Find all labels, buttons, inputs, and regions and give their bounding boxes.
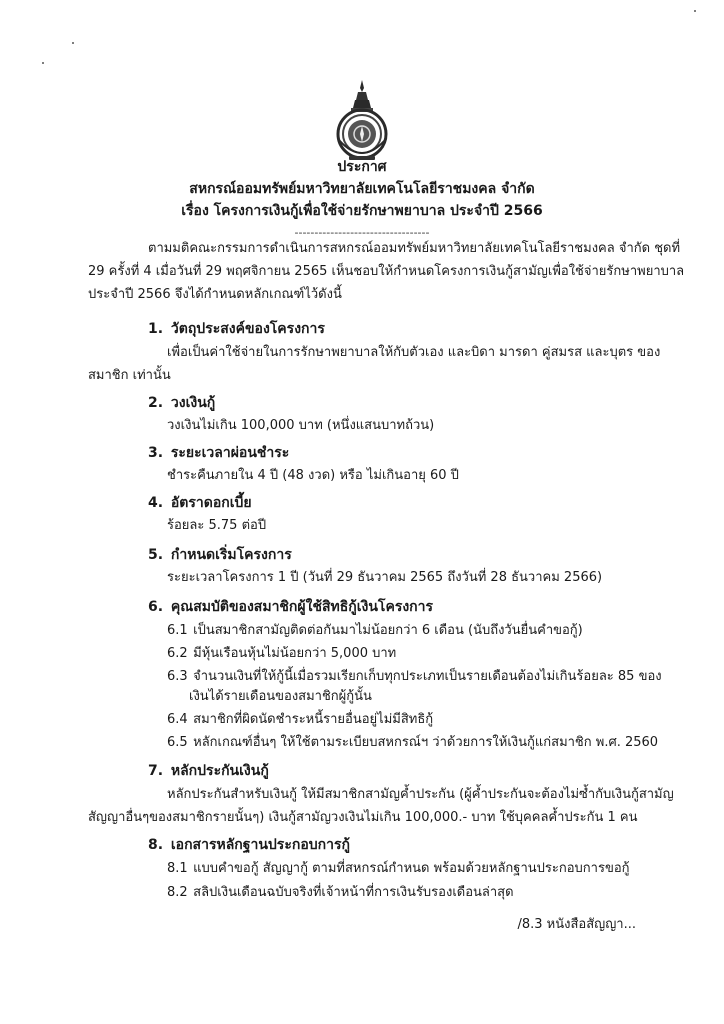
section-7-line-1: หลักประกันสำหรับเงินกู้ ให้มีสมาชิกสามัญค้ำประกัน (ผู้ค้ำประกันจะต้องไม่ซ้ำกับเงินกู้สามัญ — [167, 787, 674, 802]
section-2-line-1: วงเงินไม่เกิน 100,000 บาท (หนึ่งแสนบาทถ้วน) — [167, 418, 435, 433]
section-1-line-1: เพื่อเป็นค่าใช้จ่ายในการรักษาพยาบาลให้กับตัวเอง และบิดา มารดา คู่สมรส และบุตร ของ — [167, 345, 661, 360]
item-text: สลิปเงินเดือนฉบับจริงที่เจ้าหน้าที่การเงินรับรองเดือนล่าสุด — [193, 885, 514, 900]
section-4-heading — [148, 494, 252, 512]
item-number: 6.1 — [167, 623, 188, 638]
item-number: 6.4 — [167, 712, 188, 727]
section-3-line-1: ชำระคืนภายใน 4 ปี (48 งวด) หรือ ไม่เกินอายุ 60 ปี — [167, 468, 459, 483]
continuation-note: /8.3 หนังสือสัญญา... — [517, 917, 636, 932]
section-8-heading — [148, 836, 350, 854]
section-6-number: 6. — [148, 599, 164, 615]
header-divider: ---------------------------------- — [294, 226, 430, 239]
list-item — [167, 645, 396, 663]
cooperative-name: สหกรณ์ออมทรัพย์มหาวิทยาลัยเทคโนโลยีราชมงคล จำกัด — [189, 181, 535, 197]
item-text: จำนวนเงินที่ให้กู้นี้เมื่อรวมเรียกเก็บทุกประเภทเป็นรายเดือนต้องไม่เกินร้อยละ 85 ของ — [193, 669, 662, 684]
document-title: เรื่อง โครงการเงินกู้เพื่อใช้จ่ายรักษาพยาบาล ประจำปี 2566 — [181, 203, 543, 219]
section-6-heading — [148, 598, 433, 616]
section-3-number: 3. — [148, 445, 164, 461]
list-item — [167, 622, 583, 640]
section-4-number: 4. — [148, 495, 164, 511]
item-number: 8.2 — [167, 885, 188, 900]
item-text: หลักเกณฑ์อื่นๆ ให้ใช้ตามระเบียบสหกรณ์ฯ ว่าด้วยการให้เงินกู้แก่สมาชิก พ.ศ. 2560 — [193, 735, 659, 750]
university-emblem-icon — [331, 78, 393, 162]
list-item — [167, 860, 630, 878]
item-text: เป็นสมาชิกสามัญติดต่อกันมาไม่น้อยกว่า 6 เดือน (นับถึงวันยื่นคำขอกู้) — [193, 623, 583, 638]
section-8-title: เอกสารหลักฐานประกอบการกู้ — [170, 837, 350, 853]
section-8-number: 8. — [148, 837, 164, 853]
section-2-heading — [148, 394, 215, 412]
item-number: 6.5 — [167, 735, 188, 750]
section-7-number: 7. — [148, 763, 164, 779]
section-5-line-1: ระยะเวลาโครงการ 1 ปี (วันที่ 29 ธันวาคม 2565 ถึงวันที่ 28 ธันวาคม 2566) — [167, 570, 603, 585]
section-6-title: คุณสมบัติของสมาชิกผู้ใช้สิทธิกู้เงินโครงการ — [170, 599, 434, 615]
intro-line-1: ตามมติคณะกรรมการดำเนินการสหกรณ์ออมทรัพย์มหาวิทยาลัยเทคโนโลยีราชมงคล จำกัด ชุดที่ — [148, 241, 681, 256]
item-continuation: เงินได้รายเดือนของสมาชิกผู้กู้นั้น — [189, 689, 372, 704]
list-item — [167, 884, 514, 902]
section-7-heading — [148, 762, 269, 780]
section-2-number: 2. — [148, 395, 164, 411]
section-5-number: 5. — [148, 547, 164, 563]
item-number: 6.3 — [167, 669, 188, 684]
section-7-title: หลักประกันเงินกู้ — [170, 763, 269, 779]
section-3-heading — [148, 444, 289, 462]
section-4-title: อัตราดอกเบี้ย — [170, 495, 252, 511]
item-text: แบบคำขอกู้ สัญญากู้ ตามที่สหกรณ์กำหนด พร้อมด้วยหลักฐานประกอบการขอกู้ — [193, 861, 630, 876]
list-item — [167, 734, 658, 752]
section-4-line-1: ร้อยละ 5.75 ต่อปี — [167, 518, 267, 533]
list-item — [167, 711, 433, 729]
scan-speck — [694, 10, 696, 12]
item-number: 8.1 — [167, 861, 188, 876]
list-item — [167, 668, 662, 686]
announcement-label: ประกาศ — [337, 159, 387, 175]
intro-line-2: 29 ครั้งที่ 4 เมื่อวันที่ 29 พฤศจิกายน 2565 เห็นชอบให้กำหนดโครงการเงินกู้สามัญเพื่อใช้จ่ายรักษาพยาบาล — [88, 264, 685, 279]
section-2-title: วงเงินกู้ — [170, 395, 216, 411]
scan-speck — [42, 62, 44, 64]
item-text: มีหุ้นเรือนหุ้นไม่น้อยกว่า 5,000 บาท — [193, 646, 397, 661]
intro-line-3: ประจำปี 2566 จึงได้กำหนดหลักเกณฑ์ไว้ดังนี้ — [88, 287, 342, 302]
scan-speck — [72, 42, 74, 44]
section-1-number: 1. — [148, 321, 164, 337]
section-7-line-2: สัญญาอื่นๆของสมาชิกรายนั้นๆ) เงินกู้สามัญวงเงินไม่เกิน 100,000.- บาท ใช้บุคคลค้ำประกัน 1 คน — [88, 810, 638, 825]
item-number: 6.2 — [167, 646, 188, 661]
section-3-title: ระยะเวลาผ่อนชำระ — [170, 445, 290, 461]
section-1-title: วัตถุประสงค์ของโครงการ — [170, 321, 325, 337]
section-5-heading — [148, 546, 292, 564]
section-1-heading — [148, 320, 325, 338]
section-5-title: กำหนดเริ่มโครงการ — [170, 547, 292, 563]
item-text: สมาชิกที่ผิดนัดชำระหนี้รายอื่นอยู่ไม่มีสิทธิกู้ — [193, 712, 434, 727]
section-1-line-2: สมาชิก เท่านั้น — [88, 368, 171, 383]
